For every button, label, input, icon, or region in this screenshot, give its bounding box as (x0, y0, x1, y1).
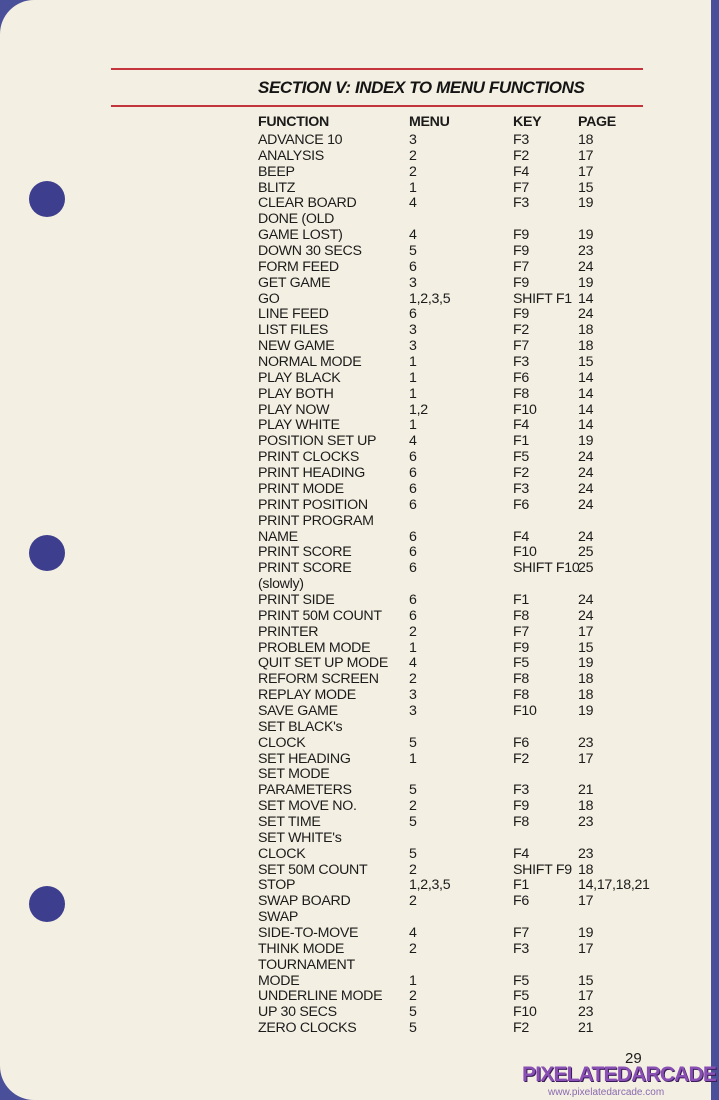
page-cell: 14,17,18,21 (578, 877, 650, 894)
function-cell: POSITION SET UP (258, 433, 377, 450)
page-cell: 17 (578, 988, 594, 1005)
menu-cell: 3 (409, 702, 417, 719)
menu-cell: 1 (409, 385, 417, 402)
page-cell: 23 (578, 1004, 594, 1021)
page-cell: 17 (578, 147, 594, 164)
function-cell: ZERO CLOCKS (258, 1020, 357, 1037)
menu-cell: 6 (409, 306, 417, 323)
function-cell: PRINT MODE (258, 480, 344, 497)
section-title: SECTION V: INDEX TO MENU FUNCTIONS (258, 78, 585, 97)
page-cell: 25 (578, 560, 594, 577)
page-cell: 19 (578, 925, 594, 941)
function-cell: NAME (258, 528, 298, 545)
page-cell: 15 (578, 972, 594, 989)
menu-cell: 6 (409, 480, 417, 497)
key-cell: F9 (513, 227, 529, 244)
menu-cell: 6 (409, 449, 417, 466)
menu-cell: 6 (409, 258, 417, 275)
key-cell: F9 (513, 243, 529, 260)
menu-cell: 2 (409, 988, 417, 1005)
watermark-url: www.pixelatedarcade.com (548, 1087, 665, 1098)
key-cell: F5 (513, 988, 529, 1005)
key-cell: F7 (513, 179, 529, 196)
top-rule (111, 68, 643, 70)
key-cell: F1 (513, 433, 529, 450)
key-cell: F2 (513, 750, 529, 767)
key-cell: F5 (513, 655, 529, 672)
function-cell: PLAY BLACK (258, 369, 341, 386)
column-header-menu: MENU (409, 114, 450, 130)
menu-cell: 1,2 (409, 401, 428, 418)
menu-cell: 1 (409, 750, 417, 767)
menu-cell: 6 (409, 591, 417, 608)
function-cell: PRINTER (258, 623, 319, 640)
page-cell: 24 (578, 449, 594, 466)
column-header-key: KEY (513, 114, 542, 130)
function-cell: NORMAL MODE (258, 354, 362, 371)
menu-cell: 1 (409, 354, 417, 371)
menu-cell: 1 (409, 369, 417, 386)
key-cell: F3 (513, 480, 529, 497)
key-cell: F4 (513, 417, 529, 434)
page-cell: 18 (578, 798, 594, 815)
page-cell: 15 (578, 354, 594, 371)
menu-cell: 5 (409, 1004, 417, 1021)
function-cell: PLAY BOTH (258, 385, 334, 402)
page-cell: 24 (578, 465, 594, 482)
page-cell: 14 (578, 385, 594, 402)
function-cell: NEW GAME (258, 338, 335, 355)
menu-cell: 4 (409, 925, 417, 941)
page-cell: 24 (578, 480, 594, 497)
menu-cell: 3 (409, 274, 417, 291)
function-cell: (slowly) (258, 576, 304, 593)
watermark-title: PIXELATEDARCADE (522, 1063, 717, 1086)
page-cell: 14 (578, 417, 594, 434)
key-cell: SHIFT F10 (513, 560, 580, 577)
function-cell: TOURNAMENT (258, 956, 355, 973)
page-cell: 18 (578, 671, 594, 688)
function-cell: BLITZ (258, 179, 296, 196)
menu-cell: 6 (409, 496, 417, 513)
menu-cell: 4 (409, 655, 417, 672)
function-cell: DOWN 30 SECS (258, 243, 362, 260)
menu-cell: 6 (409, 607, 417, 624)
key-cell: F2 (513, 147, 529, 164)
page-cell: 24 (578, 258, 594, 275)
page-cell: 17 (578, 623, 594, 640)
key-cell: F5 (513, 972, 529, 989)
function-cell: GET GAME (258, 274, 331, 291)
page-cell: 17 (578, 893, 594, 910)
menu-cell: 5 (409, 845, 417, 862)
key-cell: F9 (513, 639, 529, 656)
key-cell: F6 (513, 496, 529, 513)
bottom-rule (111, 105, 643, 107)
menu-cell: 2 (409, 893, 417, 910)
binder-hole (29, 886, 65, 922)
menu-cell: 6 (409, 544, 417, 561)
function-cell: CLOCK (258, 734, 306, 751)
page-cell: 23 (578, 813, 594, 830)
key-cell: SHIFT F9 (513, 861, 572, 878)
key-cell: F10 (513, 544, 537, 561)
page-cell: 19 (578, 274, 594, 291)
page-cell: 24 (578, 496, 594, 513)
page-cell: 17 (578, 163, 594, 180)
function-cell: STOP (258, 877, 296, 894)
page-cell: 17 (578, 750, 594, 767)
menu-cell: 1,2,3,5 (409, 877, 451, 894)
page-cell: 24 (578, 306, 594, 323)
key-cell: F4 (513, 845, 529, 862)
function-cell: MODE (258, 972, 300, 989)
menu-cell: 3 (409, 338, 417, 355)
key-cell: F1 (513, 877, 529, 894)
key-cell: F3 (513, 940, 529, 957)
page-cell: 23 (578, 734, 594, 751)
binder-hole (29, 535, 65, 571)
page-cell: 21 (578, 782, 594, 799)
menu-cell: 4 (409, 433, 417, 450)
menu-cell: 5 (409, 782, 417, 799)
menu-cell: 6 (409, 528, 417, 545)
key-cell: F8 (513, 813, 529, 830)
function-cell: PARAMETERS (258, 782, 352, 799)
key-cell: F9 (513, 798, 529, 815)
page-cell: 24 (578, 607, 594, 624)
menu-cell: 2 (409, 147, 417, 164)
key-cell: F8 (513, 671, 529, 688)
function-cell: SAVE GAME (258, 702, 338, 719)
key-cell: F9 (513, 306, 529, 323)
function-cell: PRINT POSITION (258, 496, 368, 513)
menu-cell: 2 (409, 623, 417, 640)
function-cell: QUIT SET UP MODE (258, 655, 389, 672)
page-cell: 17 (578, 940, 594, 957)
key-cell: F8 (513, 607, 529, 624)
function-cell: ANALYSIS (258, 147, 324, 164)
function-cell: PRINT SIDE (258, 591, 335, 608)
menu-cell: 6 (409, 560, 417, 577)
function-cell: FORM FEED (258, 258, 339, 275)
function-cell: CLEAR BOARD (258, 195, 357, 212)
page-cell: 18 (578, 861, 594, 878)
key-cell: F2 (513, 1020, 529, 1037)
menu-cell: 2 (409, 671, 417, 688)
key-cell: F10 (513, 401, 537, 418)
menu-cell: 2 (409, 163, 417, 180)
page-cell: 18 (578, 322, 594, 339)
page-cell: 24 (578, 591, 594, 608)
page-cell: 25 (578, 544, 594, 561)
page-cell: 21 (578, 1020, 594, 1037)
function-cell: PRINT PROGRAM (258, 512, 374, 529)
key-cell: F5 (513, 449, 529, 466)
function-cell: LIST FILES (258, 322, 329, 339)
function-cell: SWAP (258, 909, 299, 926)
menu-cell: 1 (409, 972, 417, 989)
page-cell: 14 (578, 290, 594, 307)
menu-cell: 1 (409, 417, 417, 434)
key-cell: F1 (513, 591, 529, 608)
function-cell: SET HEADING (258, 750, 351, 767)
key-cell: F6 (513, 369, 529, 386)
menu-cell: 4 (409, 227, 417, 244)
function-cell: PRINT 50M COUNT (258, 607, 382, 624)
key-cell: F2 (513, 322, 529, 339)
page-cell: 15 (578, 179, 594, 196)
function-cell: PRINT SCORE (258, 560, 352, 577)
function-cell: ADVANCE 10 (258, 132, 343, 148)
menu-cell: 2 (409, 940, 417, 957)
function-cell: SET TIME (258, 813, 321, 830)
key-cell: F7 (513, 258, 529, 275)
key-cell: F6 (513, 893, 529, 910)
key-cell: F8 (513, 687, 529, 704)
function-cell: SET WHITE's (258, 829, 342, 846)
page-cell: 19 (578, 702, 594, 719)
function-cell: CLOCK (258, 845, 306, 862)
function-cell: SET MODE (258, 766, 330, 783)
key-cell: F3 (513, 782, 529, 799)
page-cell: 19 (578, 195, 594, 212)
menu-cell: 1 (409, 639, 417, 656)
page-cell: 18 (578, 132, 594, 148)
key-cell: F7 (513, 925, 529, 941)
menu-cell: 2 (409, 798, 417, 815)
function-cell: GAME LOST) (258, 227, 343, 244)
page-cell: 19 (578, 433, 594, 450)
function-cell: DONE (OLD (258, 211, 335, 228)
menu-cell: 5 (409, 734, 417, 751)
function-cell: REFORM SCREEN (258, 671, 379, 688)
page-cell: 14 (578, 401, 594, 418)
menu-cell: 5 (409, 813, 417, 830)
key-cell: F7 (513, 338, 529, 355)
page-cell: 15 (578, 639, 594, 656)
menu-cell: 4 (409, 195, 417, 212)
function-cell: REPLAY MODE (258, 687, 356, 704)
function-cell: SET 50M COUNT (258, 861, 368, 878)
function-cell: PROBLEM MODE (258, 639, 371, 656)
menu-cell: 3 (409, 132, 417, 148)
page-cell: 19 (578, 227, 594, 244)
page-cell: 18 (578, 687, 594, 704)
function-cell: SET BLACK's (258, 718, 343, 735)
page-cell: 14 (578, 369, 594, 386)
page-cell: 24 (578, 528, 594, 545)
key-cell: F2 (513, 465, 529, 482)
function-cell: PRINT SCORE (258, 544, 352, 561)
key-cell: F10 (513, 1004, 537, 1021)
function-cell: PRINT HEADING (258, 465, 365, 482)
key-cell: F3 (513, 195, 529, 212)
key-cell: F7 (513, 623, 529, 640)
function-cell: LINE FEED (258, 306, 329, 323)
column-header-function: FUNCTION (258, 114, 329, 130)
function-cell: PLAY WHITE (258, 417, 340, 434)
function-cell: UP 30 SECS (258, 1004, 337, 1021)
key-cell: F4 (513, 528, 529, 545)
function-cell: THINK MODE (258, 940, 345, 957)
menu-cell: 3 (409, 322, 417, 339)
page-cell: 23 (578, 243, 594, 260)
menu-cell: 1,2,3,5 (409, 290, 451, 307)
function-cell: GO (258, 290, 280, 307)
page-cell: 18 (578, 338, 594, 355)
function-cell: PRINT CLOCKS (258, 449, 359, 466)
binder-hole (29, 181, 65, 217)
function-cell: SWAP BOARD (258, 893, 351, 910)
key-cell: F6 (513, 734, 529, 751)
key-cell: F3 (513, 132, 529, 148)
function-cell: UNDERLINE MODE (258, 988, 383, 1005)
menu-cell: 5 (409, 1020, 417, 1037)
page-cell: 23 (578, 845, 594, 862)
function-cell: PLAY NOW (258, 401, 330, 418)
key-cell: SHIFT F1 (513, 290, 572, 307)
menu-cell: 5 (409, 243, 417, 260)
key-cell: F8 (513, 385, 529, 402)
function-cell: SIDE-TO-MOVE (258, 925, 359, 941)
key-cell: F9 (513, 274, 529, 291)
column-header-page: PAGE (578, 114, 616, 130)
page-cell: 19 (578, 655, 594, 672)
menu-cell: 3 (409, 687, 417, 704)
menu-cell: 6 (409, 465, 417, 482)
page-number: 29 (625, 1050, 642, 1067)
function-cell: BEEP (258, 163, 295, 180)
key-cell: F3 (513, 354, 529, 371)
menu-cell: 2 (409, 861, 417, 878)
menu-cell: 1 (409, 179, 417, 196)
key-cell: F10 (513, 702, 537, 719)
key-cell: F4 (513, 163, 529, 180)
function-cell: SET MOVE NO. (258, 798, 357, 815)
